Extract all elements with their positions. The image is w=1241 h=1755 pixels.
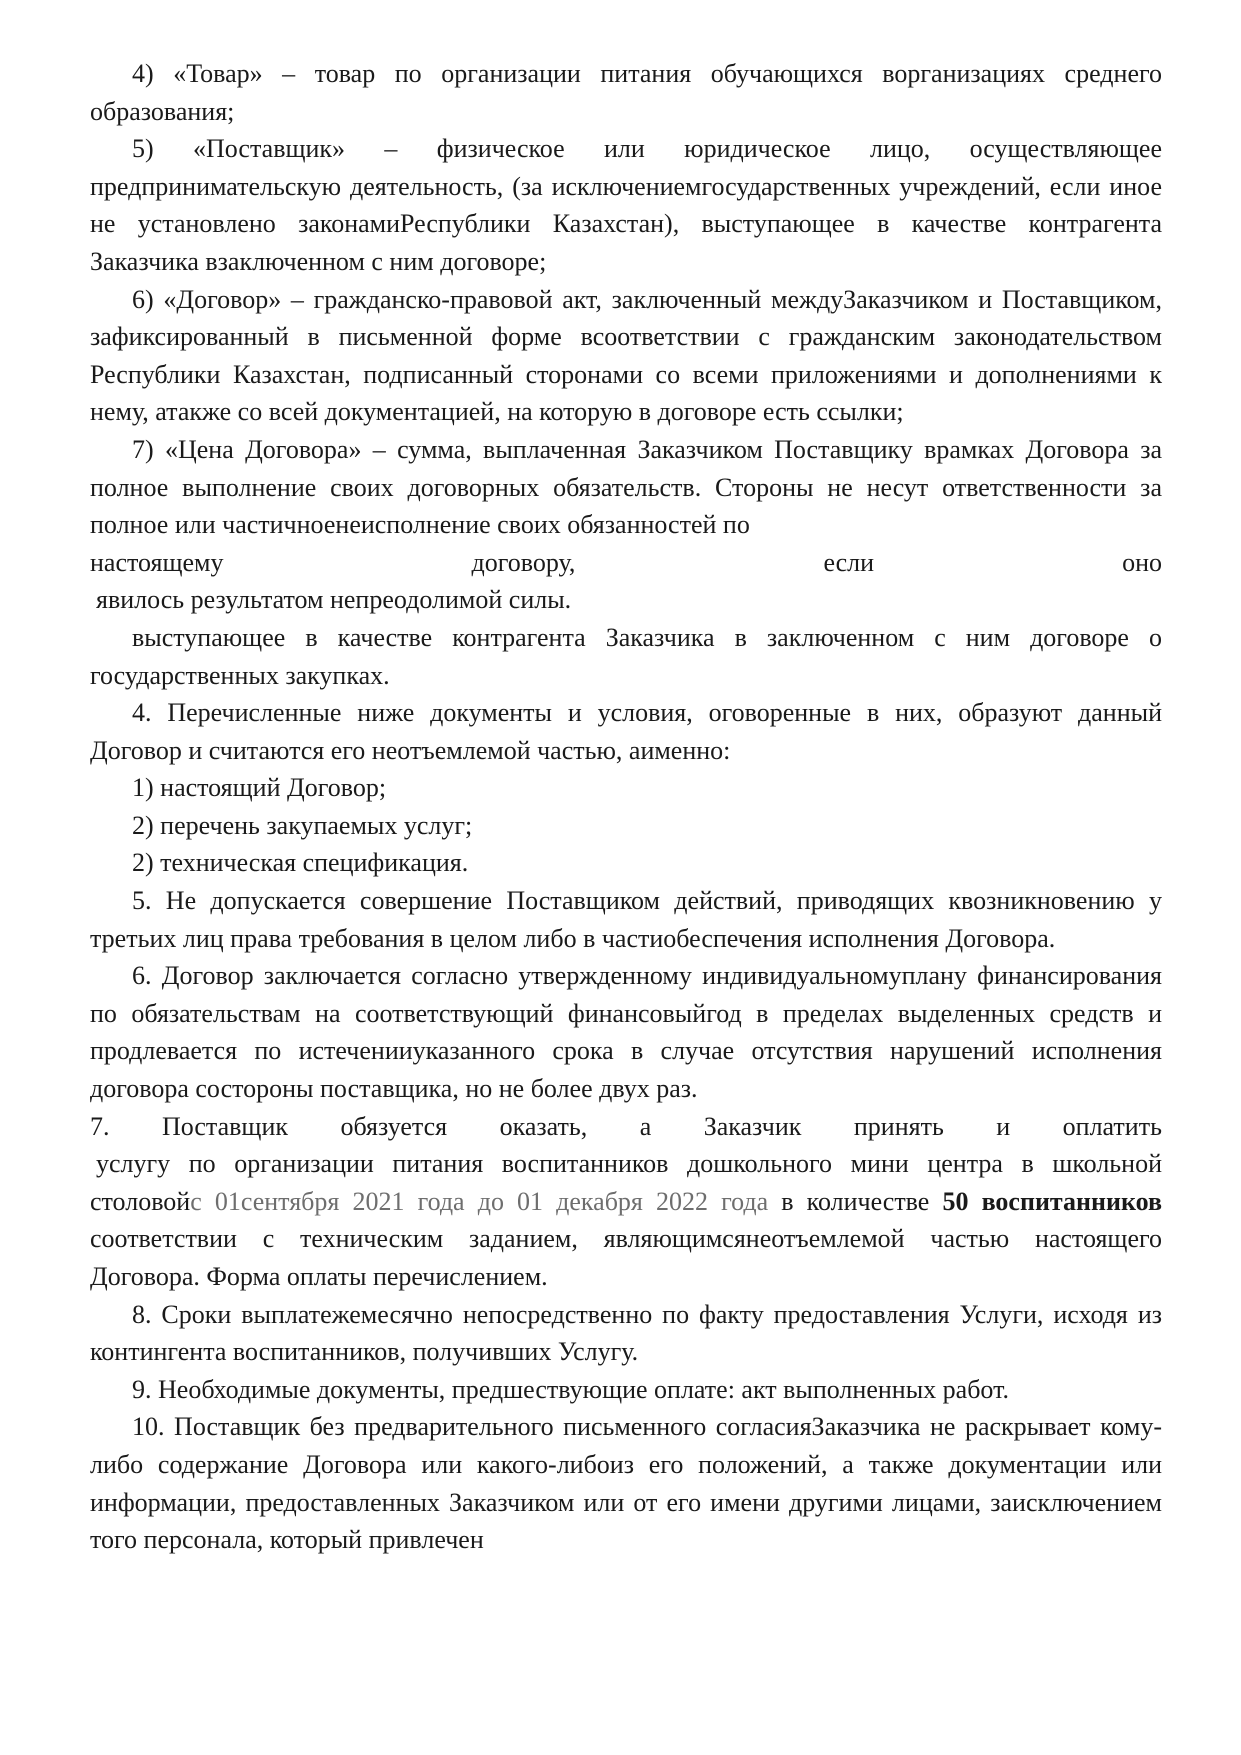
section-4-list-item: 2) перечень закупаемых услуг; — [132, 810, 473, 840]
word: если — [823, 547, 875, 577]
word: договору, — [471, 547, 576, 577]
word: настоящему — [90, 547, 224, 577]
section-7-first-line — [90, 1108, 1162, 1146]
section-7-text: соответствии с техническим заданием, являющимсянеотъемлемой частью настоящего Договора. Форма оплаты перечислением. — [90, 1224, 1162, 1291]
word: оказать, — [499, 1111, 588, 1141]
definition-tsena-tail: явилось результатом непреодолимой силы. — [96, 585, 572, 615]
section-7-body — [90, 1145, 1162, 1295]
section-4-list-item: 2) техническая спецификация. — [132, 848, 469, 878]
word: обязуется — [340, 1111, 448, 1141]
section-4-list-item: 1) настоящий Договор; — [132, 773, 387, 803]
word: Поставщик — [161, 1111, 288, 1141]
service-period: с 01сентября 2021 года до 01 декабря 2022 года — [190, 1186, 769, 1216]
section-4-intro: 4. Перечисленные ниже документы и условия, оговоренные в них, образуют данный Договор и считаются его неотъемлемой частью, аименно: — [90, 698, 1162, 765]
contractor-paragraph: выступающее в качестве контрагента Заказчика в заключенном с ним договоре о государственных закупках. — [90, 622, 1162, 690]
definition-tsena-justified-line — [90, 544, 1162, 582]
section-6: 6. Договор заключается согласно утвержденному индивидуальномуплану финансирования по обязательствам на соответствующий финансовыйгод в пределах выделенных средств и продлевается по истеченииуказанного срока в случае отсутствия нарушений исполнения договора состороны поставщика, но не более двух раз. — [90, 961, 1162, 1104]
section-9: 9. Необходимые документы, предшествующие оплате: акт выполненных работ. — [132, 1374, 1009, 1404]
word: и — [996, 1111, 1011, 1141]
word: Заказчик — [703, 1111, 802, 1141]
section-7-text: в количестве — [768, 1186, 943, 1216]
word: оно — [1122, 547, 1162, 577]
word: а — [639, 1111, 652, 1141]
section-5: 5. Не допускается совершение Поставщиком действий, приводящих квозникновению у третьих лиц права требования в целом либо в частиобеспечения исполнения Договора. — [90, 886, 1162, 953]
definition-dogovor: 6) «Договор» – гражданско-правовой акт, заключенный междуЗаказчиком и Поставщиком, зафиксированный в письменной форме всоответствии с гражданским законодательством Республики Казахстан, подписанный сторонами со всеми приложениями и дополнениями к нему, атакже со всей документацией, на которую в договоре есть ссылки; — [90, 284, 1162, 427]
word: 7. — [90, 1111, 110, 1141]
definition-tsena-dogovora: 7) «Цена Договора» – сумма, выплаченная Заказчиком Поставщику врамках Договора за полное выполнение своих договорных обязательств. Стороны не несут ответственности за полное или частичноенеисполнение своих обязанностей по — [90, 434, 1162, 540]
definition-postavshchik: 5) «Поставщик» – физическое или юридическое лицо, осуществляющее предпринимательскую деятельность, (за исключениемгосударственных учреждений, если иное не установлено законамиРеспублики Казахстан), выступающее в качестве контрагента Заказчика взаключенном с ним договоре; — [90, 134, 1162, 276]
section-8: 8. Сроки выплатежемесячно непосредственно по факту предоставления Услуги, исходя из контингента воспитанников, получивших Услугу. — [90, 1299, 1162, 1367]
definition-tovar: 4) «Товар» – товар по организации питания обучающихся ворганизациях среднего образования; — [90, 59, 1162, 126]
pupil-count: 50 воспитанников — [942, 1186, 1162, 1216]
word: оплатить — [1062, 1111, 1162, 1141]
word: принять — [853, 1111, 944, 1141]
section-7-text: услугу по организации питания воспитанников дошкольного мини центра в школьной столовой — [90, 1149, 1162, 1216]
section-10: 10. Поставщик без предварительного письменного согласияЗаказчика не раскрывает кому-либо содержание Договора или какого-либоиз его положений, а также документации или информации, предоставленных Заказчиком или от его имени другими лицами, заисключением того персонала, который привлечен — [90, 1412, 1162, 1555]
document-page — [90, 55, 1162, 1559]
